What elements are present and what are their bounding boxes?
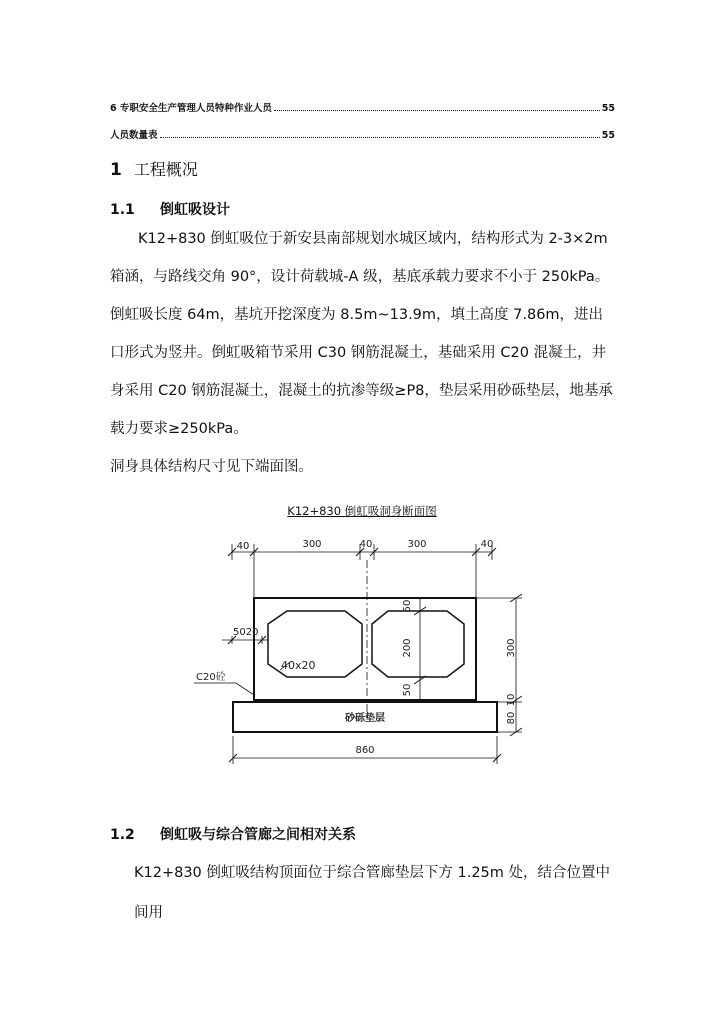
bedding-label: 砂砾垫层 [345,713,385,724]
dim-left-5020: 5020 [233,627,259,638]
section-number: 1.2 [110,827,135,843]
dim-top-300-left: 300 [302,539,322,550]
paragraph-line: 间用 [134,905,163,921]
paragraph-line: 洞身具体结构尺寸见下端面图。 [110,459,313,475]
dim-top-300-right: 300 [407,539,427,550]
paragraph-line: K12+830 倒虹吸结构顶面位于综合管廊垫层下方 1.25m 处，结合位置中 [134,865,611,881]
dim-top-40-left: 40 [236,541,250,552]
section-number: 1 [110,160,122,180]
chamfer-label: 40x20 [281,659,316,672]
section-title: 倒虹吸与综合管廊之间相对关系 [160,827,356,843]
dim-right-80: 80 [506,711,517,725]
dim-right-10: 10 [506,693,517,707]
paragraph-line: K12+830 倒虹吸位于新安县南部规划水城区域内，结构形式为 2-3×2m [138,231,608,247]
section-title: 工程概况 [133,160,198,179]
section-heading-1-2 [110,824,356,844]
dim-inner-50-bottom: 50 [402,683,413,697]
toc-entry-text: 人员数量表 [110,130,158,141]
paragraph-line: 口形式为竖井。倒虹吸箱节采用 C30 钢筋混凝土，基础采用 C20 混凝土，井 [110,345,607,361]
dim-inner-200: 200 [402,638,413,658]
toc-entry-page: 55 [601,103,615,114]
dim-right-300: 300 [506,638,517,658]
dim-bottom-860: 860 [355,745,375,756]
paragraph-line: 倒虹吸长度 64m，基坑开挖深度为 8.5m~13.9m，填土高度 7.86m，进出 [110,307,604,323]
figure-title: K12+830 倒虹吸洞身断面图 [287,504,437,518]
toc-entry-page: 55 [601,130,615,141]
dim-inner-50-top: 50 [402,599,413,613]
dim-top-40-right: 40 [480,539,494,550]
paragraph-line: 载力要求≥250kPa。 [110,421,248,437]
toc-entry-text: 6 专职安全生产管理人员特种作业人员 [110,103,272,114]
concrete-label: C20砼 [196,672,226,683]
paragraph-line: 身采用 C20 钢筋混凝土，混凝土的抗渗等级≥P8，垫层采用砂砾垫层，地基承 [110,383,613,399]
dim-top-40-mid: 40 [359,539,373,550]
paragraph-line: 箱涵，与路线交角 90°，设计荷载城-A 级，基底承载力要求不小于 250kPa。 [110,269,610,285]
section-title: 倒虹吸设计 [160,202,230,218]
section-number: 1.1 [110,202,135,218]
